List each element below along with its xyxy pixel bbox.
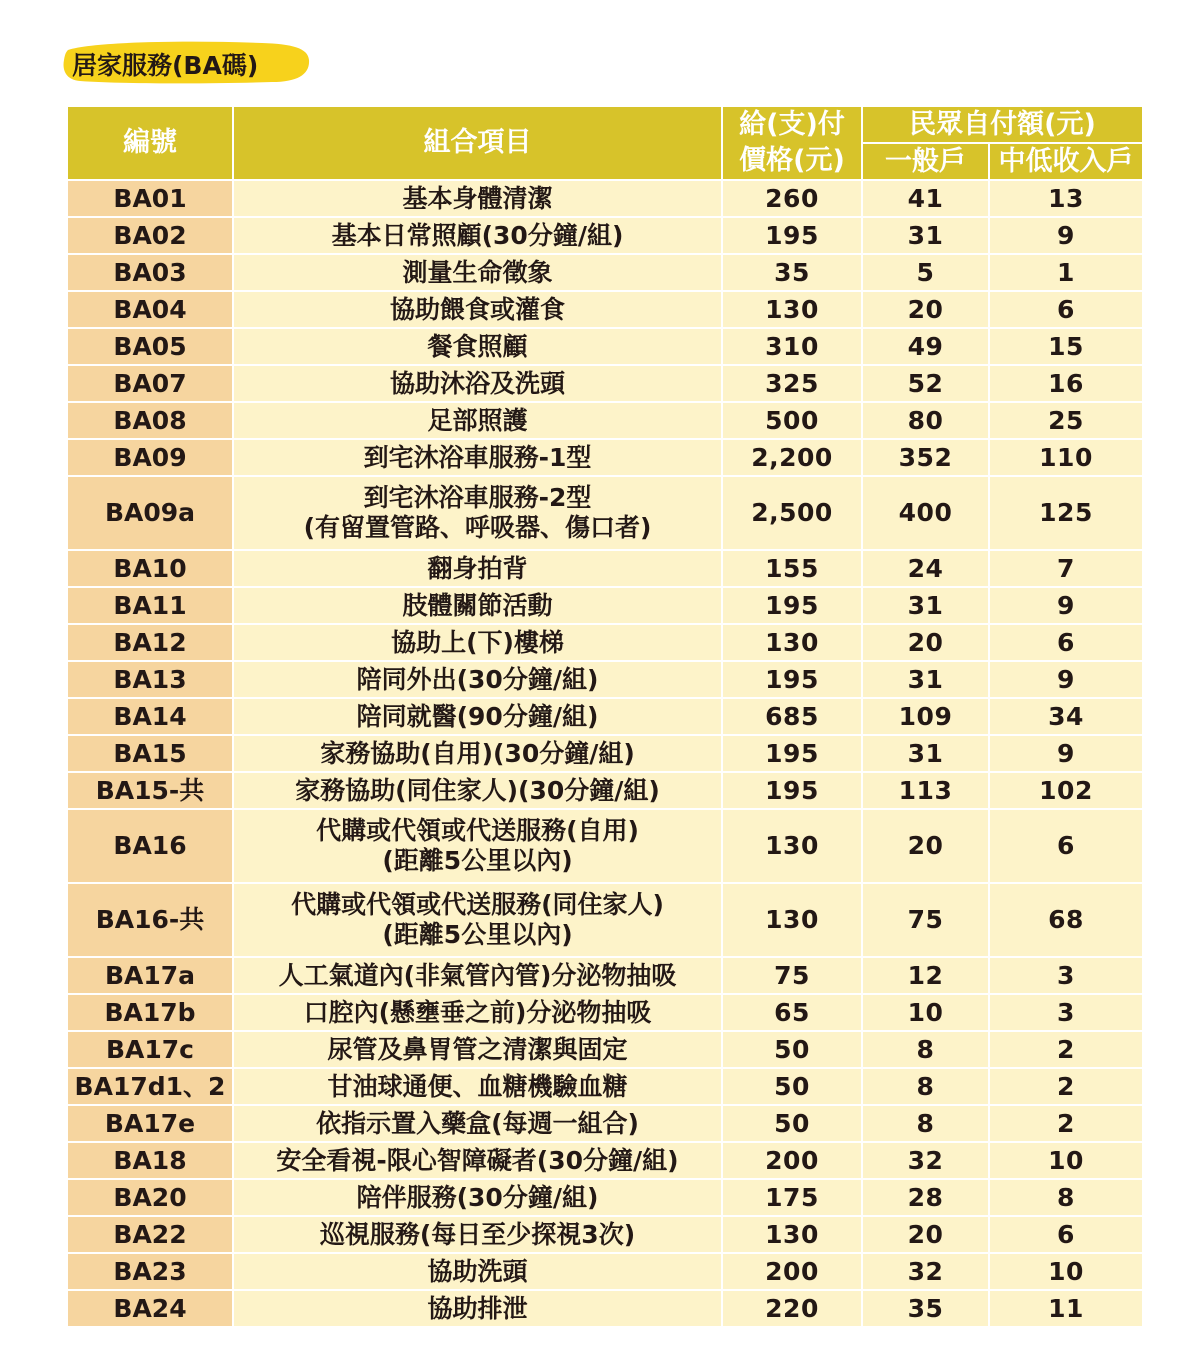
row-item bbox=[233, 1142, 722, 1179]
row-price: 325 bbox=[722, 365, 862, 402]
row-copay-low-income: 6 bbox=[989, 624, 1143, 661]
row-item bbox=[233, 661, 722, 698]
row-copay-low-income: 2 bbox=[989, 1031, 1143, 1068]
row-copay-low-income: 6 bbox=[989, 809, 1143, 883]
row-code: BA09a bbox=[67, 476, 233, 550]
row-code: BA22 bbox=[67, 1216, 233, 1253]
row-item-line: 陪同外出(30分鐘/組) bbox=[356, 664, 599, 694]
row-copay-low-income: 6 bbox=[989, 1216, 1143, 1253]
row-code: BA15-共 bbox=[67, 772, 233, 809]
row-code: BA23 bbox=[67, 1253, 233, 1290]
row-price: 50 bbox=[722, 1105, 862, 1142]
table-row bbox=[67, 328, 1143, 365]
row-copay-low-income: 3 bbox=[989, 994, 1143, 1031]
row-copay-general: 49 bbox=[862, 328, 989, 365]
row-price: 75 bbox=[722, 957, 862, 994]
row-code: BA17e bbox=[67, 1105, 233, 1142]
section-title bbox=[62, 40, 310, 84]
row-copay-low-income: 10 bbox=[989, 1253, 1143, 1290]
row-item bbox=[233, 735, 722, 772]
row-price: 50 bbox=[722, 1068, 862, 1105]
row-code: BA20 bbox=[67, 1179, 233, 1216]
row-code: BA18 bbox=[67, 1142, 233, 1179]
row-copay-general: 20 bbox=[862, 624, 989, 661]
table-row bbox=[67, 698, 1143, 735]
row-code: BA03 bbox=[67, 254, 233, 291]
row-item-line: 測量生命徵象 bbox=[402, 257, 553, 287]
row-price: 130 bbox=[722, 883, 862, 957]
row-copay-low-income: 25 bbox=[989, 402, 1143, 439]
row-item bbox=[233, 809, 722, 883]
row-code: BA07 bbox=[67, 365, 233, 402]
header-price-line2: 價格(元) bbox=[739, 145, 845, 176]
row-item bbox=[233, 1253, 722, 1290]
row-copay-low-income: 11 bbox=[989, 1290, 1143, 1327]
row-copay-general: 31 bbox=[862, 661, 989, 698]
row-item-line: 尿管及鼻胃管之清潔與固定 bbox=[327, 1034, 628, 1064]
row-copay-general: 24 bbox=[862, 550, 989, 587]
table-row bbox=[67, 772, 1143, 809]
header-general: 一般戶 bbox=[862, 143, 989, 180]
table-row bbox=[67, 550, 1143, 587]
row-copay-general: 32 bbox=[862, 1142, 989, 1179]
table-body bbox=[67, 180, 1143, 1327]
table-row bbox=[67, 661, 1143, 698]
row-copay-low-income: 102 bbox=[989, 772, 1143, 809]
row-copay-general: 75 bbox=[862, 883, 989, 957]
table-row bbox=[67, 291, 1143, 328]
row-item bbox=[233, 624, 722, 661]
row-price: 685 bbox=[722, 698, 862, 735]
row-item-line: 基本身體清潔 bbox=[402, 183, 553, 213]
page-title: 居家服務(BA碼) bbox=[72, 51, 259, 80]
row-copay-low-income: 9 bbox=[989, 587, 1143, 624]
row-copay-low-income: 6 bbox=[989, 291, 1143, 328]
row-code: BA13 bbox=[67, 661, 233, 698]
row-price: 220 bbox=[722, 1290, 862, 1327]
row-price: 200 bbox=[722, 1253, 862, 1290]
row-copay-low-income: 3 bbox=[989, 957, 1143, 994]
table-row bbox=[67, 1031, 1143, 1068]
row-item-line: 肢體關節活動 bbox=[402, 590, 553, 620]
row-copay-general: 28 bbox=[862, 1179, 989, 1216]
row-price: 500 bbox=[722, 402, 862, 439]
row-copay-general: 20 bbox=[862, 1216, 989, 1253]
table-row bbox=[67, 254, 1143, 291]
row-copay-general: 41 bbox=[862, 180, 989, 217]
row-item bbox=[233, 1105, 722, 1142]
row-price: 310 bbox=[722, 328, 862, 365]
table-row bbox=[67, 1105, 1143, 1142]
row-copay-low-income: 125 bbox=[989, 476, 1143, 550]
row-copay-general: 8 bbox=[862, 1031, 989, 1068]
table-row bbox=[67, 1216, 1143, 1253]
row-code: BA17b bbox=[67, 994, 233, 1031]
row-item bbox=[233, 550, 722, 587]
row-item bbox=[233, 1031, 722, 1068]
row-copay-general: 8 bbox=[862, 1068, 989, 1105]
row-item-line: 到宅沐浴車服務-2型 bbox=[363, 483, 592, 512]
row-item-line: 翻身拍背 bbox=[427, 553, 528, 583]
header-code: 編號 bbox=[67, 106, 233, 180]
row-item bbox=[233, 957, 722, 994]
row-item bbox=[233, 587, 722, 624]
table-row bbox=[67, 735, 1143, 772]
row-item-line: (有留置管路、呼吸器、傷口者) bbox=[303, 513, 652, 542]
table-row bbox=[67, 217, 1143, 254]
row-item bbox=[233, 254, 722, 291]
row-item-line: 甘油球通便、血糖機驗血糖 bbox=[327, 1071, 628, 1101]
row-item bbox=[233, 328, 722, 365]
row-item-line: 安全看視-限心智障礙者(30分鐘/組) bbox=[276, 1145, 679, 1175]
table-row bbox=[67, 957, 1143, 994]
table-row bbox=[67, 587, 1143, 624]
row-price: 35 bbox=[722, 254, 862, 291]
row-copay-general: 32 bbox=[862, 1253, 989, 1290]
table-row bbox=[67, 809, 1143, 883]
row-price: 195 bbox=[722, 735, 862, 772]
table-row bbox=[67, 365, 1143, 402]
row-item-line: (距離5公里以內) bbox=[382, 920, 573, 949]
row-copay-general: 400 bbox=[862, 476, 989, 550]
row-code: BA05 bbox=[67, 328, 233, 365]
row-price: 175 bbox=[722, 1179, 862, 1216]
row-code: BA09 bbox=[67, 439, 233, 476]
row-copay-general: 35 bbox=[862, 1290, 989, 1327]
row-item bbox=[233, 1068, 722, 1105]
row-code: BA08 bbox=[67, 402, 233, 439]
row-copay-low-income: 16 bbox=[989, 365, 1143, 402]
row-copay-general: 109 bbox=[862, 698, 989, 735]
row-copay-low-income: 9 bbox=[989, 217, 1143, 254]
row-item-line: 協助沐浴及洗頭 bbox=[389, 368, 565, 398]
row-price: 200 bbox=[722, 1142, 862, 1179]
table-row bbox=[67, 624, 1143, 661]
row-item bbox=[233, 402, 722, 439]
row-code: BA04 bbox=[67, 291, 233, 328]
row-copay-low-income: 7 bbox=[989, 550, 1143, 587]
row-price: 2,200 bbox=[722, 439, 862, 476]
row-copay-general: 31 bbox=[862, 587, 989, 624]
row-price: 155 bbox=[722, 550, 862, 587]
row-copay-general: 31 bbox=[862, 735, 989, 772]
row-code: BA02 bbox=[67, 217, 233, 254]
row-item-line: 代購或代領或代送服務(自用) bbox=[316, 816, 639, 845]
header-price bbox=[722, 106, 862, 180]
table-row bbox=[67, 439, 1143, 476]
row-copay-general: 20 bbox=[862, 809, 989, 883]
row-item-line: 人工氣道內(非氣管內管)分泌物抽吸 bbox=[278, 960, 677, 990]
row-price: 195 bbox=[722, 587, 862, 624]
row-item-line: 陪同就醫(90分鐘/組) bbox=[356, 701, 599, 731]
row-copay-general: 113 bbox=[862, 772, 989, 809]
row-item bbox=[233, 476, 722, 550]
table-row bbox=[67, 1179, 1143, 1216]
row-price: 130 bbox=[722, 291, 862, 328]
row-copay-low-income: 8 bbox=[989, 1179, 1143, 1216]
row-copay-general: 8 bbox=[862, 1105, 989, 1142]
row-item bbox=[233, 772, 722, 809]
row-copay-low-income: 34 bbox=[989, 698, 1143, 735]
header-price-line1: 給(支)付 bbox=[739, 109, 845, 140]
row-item-line: 餐食照顧 bbox=[427, 331, 528, 361]
row-copay-low-income: 68 bbox=[989, 883, 1143, 957]
row-item bbox=[233, 291, 722, 328]
table-row bbox=[67, 402, 1143, 439]
row-copay-general: 52 bbox=[862, 365, 989, 402]
row-item-line: 陪伴服務(30分鐘/組) bbox=[356, 1182, 599, 1212]
row-code: BA16-共 bbox=[67, 883, 233, 957]
row-copay-general: 12 bbox=[862, 957, 989, 994]
header-item: 組合項目 bbox=[233, 106, 722, 180]
row-price: 195 bbox=[722, 772, 862, 809]
row-copay-low-income: 9 bbox=[989, 735, 1143, 772]
row-item bbox=[233, 1216, 722, 1253]
row-price: 130 bbox=[722, 809, 862, 883]
row-copay-low-income: 10 bbox=[989, 1142, 1143, 1179]
row-code: BA12 bbox=[67, 624, 233, 661]
table-row bbox=[67, 1253, 1143, 1290]
row-code: BA11 bbox=[67, 587, 233, 624]
row-item-line: 協助上(下)樓梯 bbox=[391, 627, 564, 657]
row-item bbox=[233, 1179, 722, 1216]
row-copay-general: 352 bbox=[862, 439, 989, 476]
row-price: 195 bbox=[722, 661, 862, 698]
row-price: 195 bbox=[722, 217, 862, 254]
row-item bbox=[233, 883, 722, 957]
row-code: BA17a bbox=[67, 957, 233, 994]
row-item-line: 家務協助(自用)(30分鐘/組) bbox=[320, 738, 635, 768]
row-copay-general: 5 bbox=[862, 254, 989, 291]
row-item-line: 足部照護 bbox=[427, 405, 528, 435]
row-item-line: (距離5公里以內) bbox=[382, 846, 573, 875]
row-code: BA24 bbox=[67, 1290, 233, 1327]
table-row bbox=[67, 476, 1143, 550]
row-price: 2,500 bbox=[722, 476, 862, 550]
row-item bbox=[233, 217, 722, 254]
table-row bbox=[67, 994, 1143, 1031]
row-copay-low-income: 110 bbox=[989, 439, 1143, 476]
row-copay-low-income: 15 bbox=[989, 328, 1143, 365]
row-copay-general: 31 bbox=[862, 217, 989, 254]
header-copay: 民眾自付額(元) bbox=[862, 106, 1143, 143]
row-item-line: 協助餵食或灌食 bbox=[389, 294, 565, 324]
row-item bbox=[233, 180, 722, 217]
row-item-line: 到宅沐浴車服務-1型 bbox=[363, 442, 592, 472]
table-row bbox=[67, 1290, 1143, 1327]
row-item bbox=[233, 698, 722, 735]
row-code: BA14 bbox=[67, 698, 233, 735]
row-code: BA15 bbox=[67, 735, 233, 772]
row-price: 130 bbox=[722, 624, 862, 661]
row-price: 50 bbox=[722, 1031, 862, 1068]
row-price: 130 bbox=[722, 1216, 862, 1253]
row-code: BA01 bbox=[67, 180, 233, 217]
table-row bbox=[67, 1142, 1143, 1179]
row-copay-general: 10 bbox=[862, 994, 989, 1031]
service-table bbox=[66, 105, 1144, 1328]
row-item-line: 家務協助(同住家人)(30分鐘/組) bbox=[295, 775, 660, 805]
row-code: BA10 bbox=[67, 550, 233, 587]
row-code: BA17c bbox=[67, 1031, 233, 1068]
row-item bbox=[233, 365, 722, 402]
row-item-line: 巡視服務(每日至少探視3次) bbox=[319, 1219, 636, 1249]
row-price: 260 bbox=[722, 180, 862, 217]
row-copay-low-income: 9 bbox=[989, 661, 1143, 698]
row-code: BA17d1、2 bbox=[67, 1068, 233, 1105]
row-item bbox=[233, 994, 722, 1031]
table-row bbox=[67, 180, 1143, 217]
row-item bbox=[233, 1290, 722, 1327]
row-copay-low-income: 1 bbox=[989, 254, 1143, 291]
row-code: BA16 bbox=[67, 809, 233, 883]
row-item-line: 基本日常照顧(30分鐘/組) bbox=[331, 220, 624, 250]
header-low-income: 中低收入戶 bbox=[989, 143, 1143, 180]
row-copay-low-income: 2 bbox=[989, 1068, 1143, 1105]
row-item-line: 協助洗頭 bbox=[427, 1256, 528, 1286]
row-copay-general: 80 bbox=[862, 402, 989, 439]
row-item-line: 依指示置入藥盒(每週一組合) bbox=[316, 1108, 639, 1138]
row-copay-low-income: 13 bbox=[989, 180, 1143, 217]
table-row bbox=[67, 883, 1143, 957]
row-copay-general: 20 bbox=[862, 291, 989, 328]
row-item-line: 代購或代領或代送服務(同住家人) bbox=[291, 890, 664, 919]
row-item-line: 口腔內(懸壅垂之前)分泌物抽吸 bbox=[303, 997, 652, 1027]
row-price: 65 bbox=[722, 994, 862, 1031]
table-row bbox=[67, 1068, 1143, 1105]
row-item bbox=[233, 439, 722, 476]
row-copay-low-income: 2 bbox=[989, 1105, 1143, 1142]
row-item-line: 協助排泄 bbox=[427, 1293, 528, 1323]
